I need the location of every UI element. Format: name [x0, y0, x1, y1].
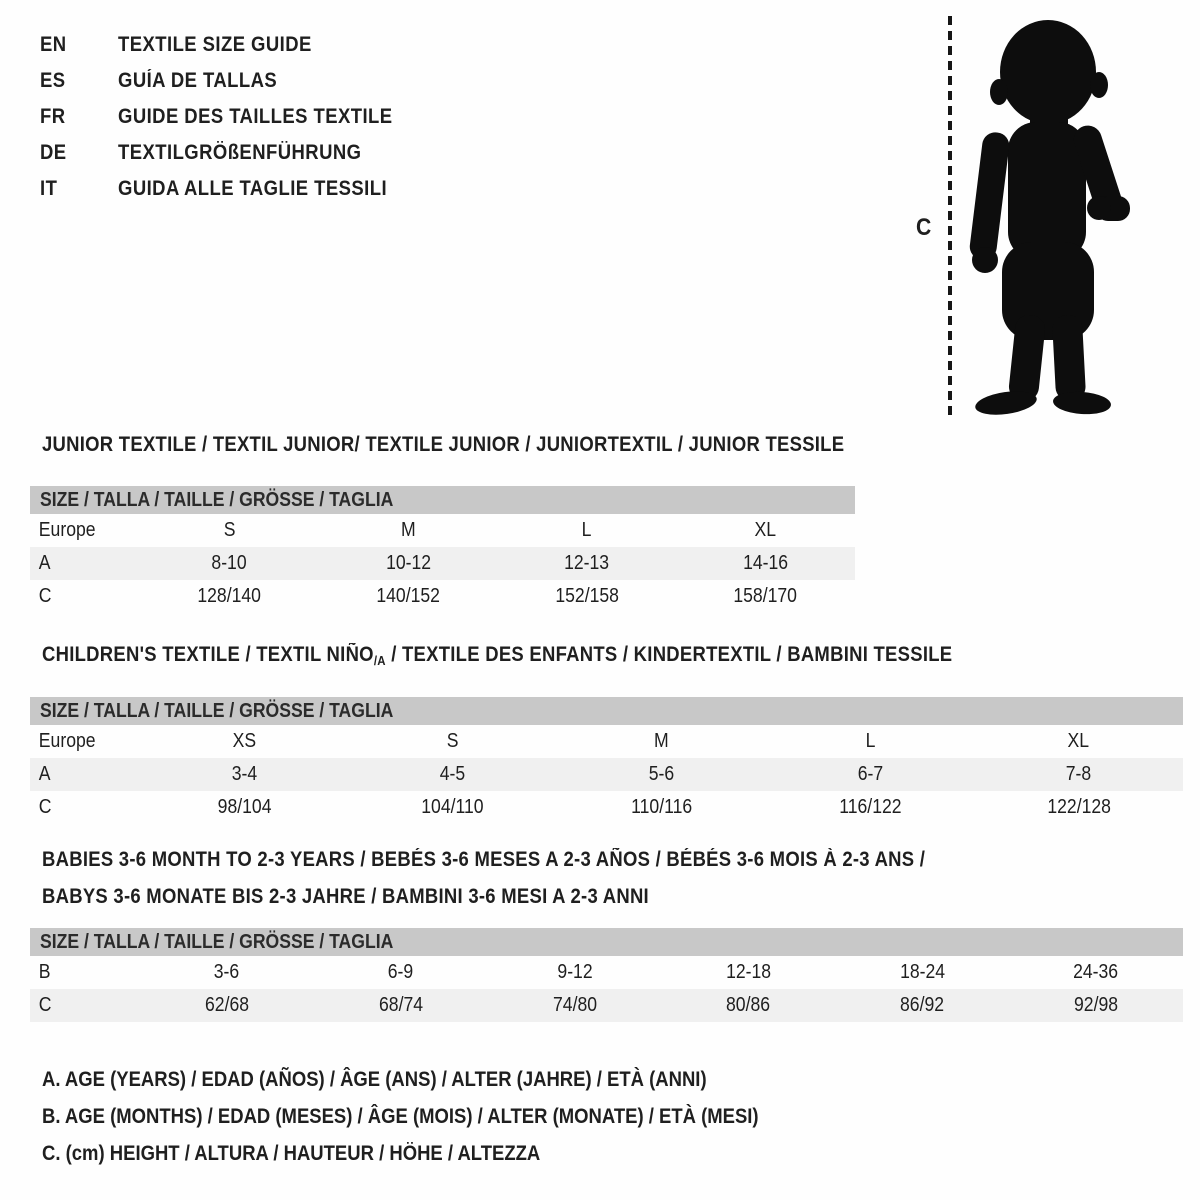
age-value: 5-6 — [648, 763, 675, 785]
row-label: C — [38, 994, 52, 1016]
height-value: 104/110 — [421, 796, 485, 818]
lang-code: EN — [40, 33, 67, 56]
table-header-bar — [30, 486, 855, 514]
language-title-block — [40, 27, 430, 207]
table-row-months — [30, 956, 1183, 989]
age-value: 6-7 — [857, 763, 883, 785]
size-value: S — [447, 730, 459, 752]
table-row-height — [30, 580, 855, 613]
table-header-bar — [30, 928, 1183, 956]
height-value: 128/140 — [197, 585, 262, 607]
lang-title: GUÍA DE TALLAS — [118, 69, 278, 92]
table-row-age — [30, 758, 1183, 791]
table-row-height — [30, 989, 1183, 1022]
lang-row-de — [40, 135, 430, 171]
height-value: 74/80 — [552, 994, 597, 1016]
children-section-title: CHILDREN'S TEXTILE / TEXTIL NIÑO/A / TEXTILE DES ENFANTS / KINDERTEXTIL / BAMBINI TESSILE — [42, 643, 953, 668]
title-subscript: /A — [373, 653, 386, 668]
size-value: XL — [1067, 730, 1090, 752]
table-header-label: SIZE / TALLA / TAILLE / GRÖSSE / TAGLIA — [40, 699, 394, 722]
row-label: Europe — [38, 519, 96, 541]
junior-section-title: JUNIOR TEXTILE / TEXTIL JUNIOR/ TEXTILE JUNIOR / JUNIORTEXTIL / JUNIOR TESSILE — [42, 433, 845, 456]
table-row-europe — [30, 725, 1183, 758]
babies-title-line1: BABIES 3-6 MONTH TO 2-3 YEARS / BEBÉS 3-6 MESES A 2-3 AÑOS / BÉBÉS 3-6 MOIS À 2-3 ANS / — [42, 848, 926, 871]
table-row-height — [30, 791, 1183, 824]
lang-code: ES — [40, 69, 66, 92]
size-value: L — [865, 730, 875, 752]
height-dashed-line — [948, 16, 952, 416]
height-value: 62/68 — [204, 994, 249, 1016]
table-header-label: SIZE / TALLA / TAILLE / GRÖSSE / TAGLIA — [40, 930, 394, 953]
legend-line-c: C. (cm) HEIGHT / ALTURA / HAUTEUR / HÖHE / ALTEZZA — [42, 1141, 541, 1165]
age-value: 14-16 — [743, 552, 789, 574]
months-value: 24-36 — [1073, 961, 1119, 983]
legend-line-b: B. AGE (MONTHS) / EDAD (MESES) / ÂGE (MOIS) / ALTER (MONATE) / ETÀ (MESI) — [42, 1104, 759, 1128]
height-value: 68/74 — [378, 994, 423, 1016]
lang-row-es — [40, 63, 430, 99]
age-value: 10-12 — [385, 552, 431, 574]
size-value: L — [581, 519, 592, 541]
babies-title-line2: BABYS 3-6 MONATE BIS 2-3 JAHRE / BAMBINI 3-6 MESI A 2-3 ANNI — [42, 885, 649, 908]
age-value: 4-5 — [440, 763, 466, 785]
children-size-table — [30, 697, 1183, 824]
months-value: 12-18 — [725, 961, 771, 983]
row-label: A — [38, 763, 51, 785]
babies-section-title — [42, 841, 1046, 915]
height-value: 158/170 — [733, 585, 798, 607]
table-header-bar — [30, 697, 1183, 725]
height-value: 86/92 — [900, 994, 945, 1016]
height-value: 152/158 — [555, 585, 619, 607]
age-value: 8-10 — [211, 552, 247, 574]
row-label: C — [38, 796, 52, 818]
height-value: 80/86 — [726, 994, 771, 1016]
age-value: 12-13 — [564, 552, 610, 574]
months-value: 9-12 — [556, 961, 593, 983]
row-label: Europe — [38, 730, 96, 752]
height-value: 140/152 — [376, 585, 440, 607]
height-value: 92/98 — [1074, 994, 1119, 1016]
months-value: 6-9 — [388, 961, 414, 983]
table-row-age — [30, 547, 855, 580]
size-value: XS — [232, 730, 257, 752]
months-value: 18-24 — [899, 961, 945, 983]
height-value: 116/122 — [838, 796, 902, 818]
age-value: 7-8 — [1065, 763, 1092, 785]
lang-title: TEXTILE SIZE GUIDE — [118, 33, 312, 56]
table-header-label: SIZE / TALLA / TAILLE / GRÖSSE / TAGLIA — [40, 488, 394, 511]
age-value: 3-4 — [231, 763, 258, 785]
lang-title: GUIDA ALLE TAGLIE TESSILI — [118, 177, 388, 200]
height-value: 122/128 — [1046, 796, 1111, 818]
legend-line-a: A. AGE (YEARS) / EDAD (AÑOS) / ÂGE (ANS) / ALTER (JAHRE) / ETÀ (ANNI) — [42, 1067, 707, 1091]
row-label: B — [38, 961, 51, 983]
height-value: 110/116 — [630, 796, 692, 818]
lang-row-fr — [40, 99, 430, 135]
row-label: A — [38, 552, 51, 574]
table-row-europe — [30, 514, 855, 547]
height-measure-label: C — [916, 214, 932, 241]
height-value: 98/104 — [217, 796, 272, 818]
lang-row-en — [40, 27, 430, 63]
size-value: M — [654, 730, 669, 752]
lang-title: TEXTILGRÖßENFÜHRUNG — [118, 141, 362, 164]
lang-code: DE — [40, 141, 67, 164]
size-value: XL — [754, 519, 777, 541]
babies-size-table — [30, 928, 1183, 1022]
lang-row-it — [40, 171, 430, 207]
lang-code: IT — [40, 177, 58, 200]
row-label: C — [38, 585, 52, 607]
junior-size-table — [30, 486, 855, 613]
lang-title: GUIDE DES TAILLES TEXTILE — [118, 105, 393, 128]
lang-code: FR — [40, 105, 66, 128]
months-value: 3-6 — [214, 961, 240, 983]
toddler-silhouette-icon — [958, 10, 1138, 420]
size-value: S — [223, 519, 236, 541]
measure-legend — [42, 1061, 856, 1172]
size-value: M — [400, 519, 416, 541]
